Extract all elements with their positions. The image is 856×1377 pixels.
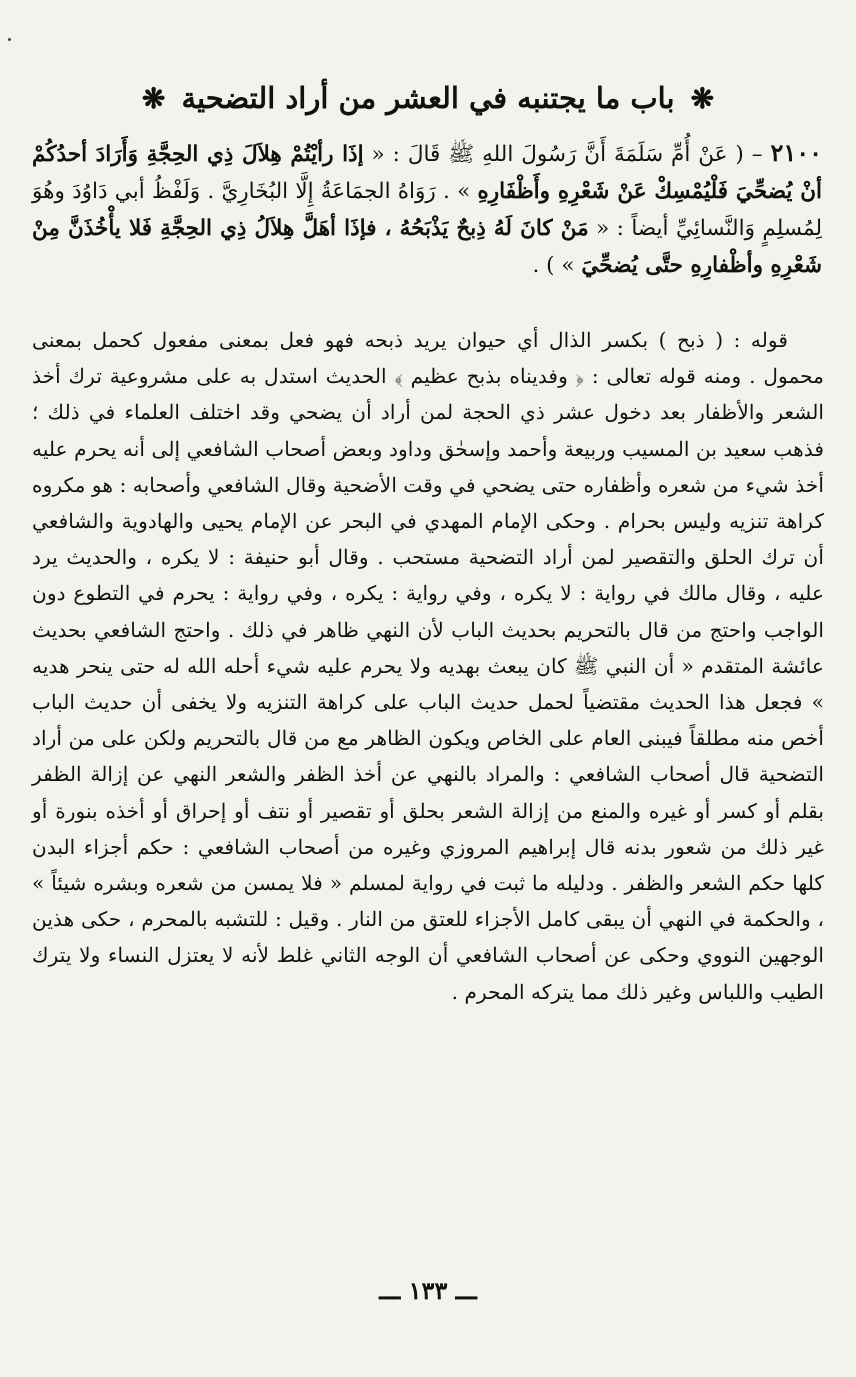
hadith-quote-1: إذَا رأيْتُمْ هِلاَلَ ذِي الحِجَّةِ وَأَرَادَ أحدُكُمْ أنْ يُضحِّيَ فَلْيُمْسِكْ عَنْ شَعْرِهِ وأَظْفَارِهِ: [32, 142, 822, 204]
chapter-title: [120, 76, 736, 121]
hadith-text: [32, 134, 822, 284]
scan-speck: [8, 38, 11, 41]
hadith-end: » ) .: [532, 253, 582, 278]
hadith-quote-2: مَنْ كانَ لَهُ ذِبحٌ يَذْبَحُهُ ، فإذَا أهَلَّ هِلاَلُ ذِي الحِجَّةِ فَلا يأْخُذَنَّ مِنْ شَعْرِهِ وأظْفارِهِ حتَّى يُضحِّيَ: [32, 216, 822, 278]
hadith-intro: – ( عَنْ أُمِّ سَلَمَةَ أَنَّ رَسُولَ اللهِ ﷺ قَالَ : «: [363, 142, 763, 167]
star-ornament-icon: ❋: [690, 82, 715, 115]
star-ornament-icon: ❋: [141, 82, 166, 115]
hadith-narration: » . رَوَاهُ الجمَاعَةُ إِلَّا البُخَارِيَّ . وَلَفْظُ أبي دَاوُدَ وهُوَ لِمُسلِمٍ وَالنَّسائِيِّ أيضاً : «: [32, 179, 822, 241]
commentary-paragraph: قوله : ( ذبح ) بكسر الذال أي حيوان يريد ذبحه فهو فعل بمعنى مفعول كحمل بمعنى محمول . ومنه قوله تعالى : ﴿ وفديناه بذبح عظيم ﴾ الحديث استدل به على مشروعية ترك أخذ الشعر والأظفار بعد دخول عشر ذي الحجة لمن أراد أن يضحي وقد اختلف العلماء في ذلك ؛ فذهب سعيد بن المسيب وربيعة وأحمد وإسحٰق وداود وبعض أصحاب الشافعي إلى أنه يحرم عليه أخذ شيء من شعره وأظفاره حتى يضحي في وقت الأضحية وقال الشافعي وأصحابه : هو مكروه كراهة تنزيه وليس بحرام . وحكى الإمام المهدي في البحر عن الإمام يحيى والهادوية والشافعي أن ترك الحلق والتقصير لمن أراد التضحية مستحب . وقال أبو حنيفة : لا يكره ، والحديث يرد عليه ، وقال مالك في رواية : لا يكره ، وفي رواية : يكره ، وفي رواية : يحرم في التطوع دون الواجب واحتج من قال بالتحريم بحديث الباب لأن النهي ظاهر في ذلك . واحتج الشافعي بحديث عائشة المتقدم « أن النبي ﷺ كان يبعث بهديه ولا يحرم عليه شيء أحله الله له حتى ينحر هديه » فجعل هذا الحديث مقتضياً لحمل حديث الباب على كراهة التنزيه ولا يخفى أن حديث الباب أخص منه مطلقاً فيبنى العام على الخاص ويكون الظاهر مع من قال بالتحريم ولكن على من أراد التضحية قال أصحاب الشافعي : والمراد بالنهي عن أخذ الظفر والشعر النهي عن إزالة الظفر بقلم أو كسر أو غيره والمنع من إزالة الشعر بحلق أو تقصير أو نتف أو إحراق أو أخذه بنورة أو غير ذلك من شعور بدنه قال إبراهيم المروزي وغيره من أصحاب الشافعي : حكم أجزاء البدن كلها حكم الشعر والظفر . ودليله ما ثبت في رواية لمسلم « فلا يمسن من شعره وبشره شيئاً » ، والحكمة في النهي أن يبقى كامل الأجزاء للعتق من النار . وقيل : للتشبه بالمحرم ، حكى هذين الوجهين النووي وحكى عن أصحاب الشافعي أن الوجه الثاني غلط لأنه لا يعتزل النساء ولا يترك الطيب واللباس وغير ذلك مما يتركه المحرم .: [32, 328, 824, 1004]
hadith-number: ٢١٠٠: [770, 138, 822, 167]
page-number: ـــ ١٣٣ ـــ: [379, 1276, 477, 1305]
chapter-title-text: باب ما يجتنبه في العشر من أراد التضحية: [181, 81, 675, 115]
